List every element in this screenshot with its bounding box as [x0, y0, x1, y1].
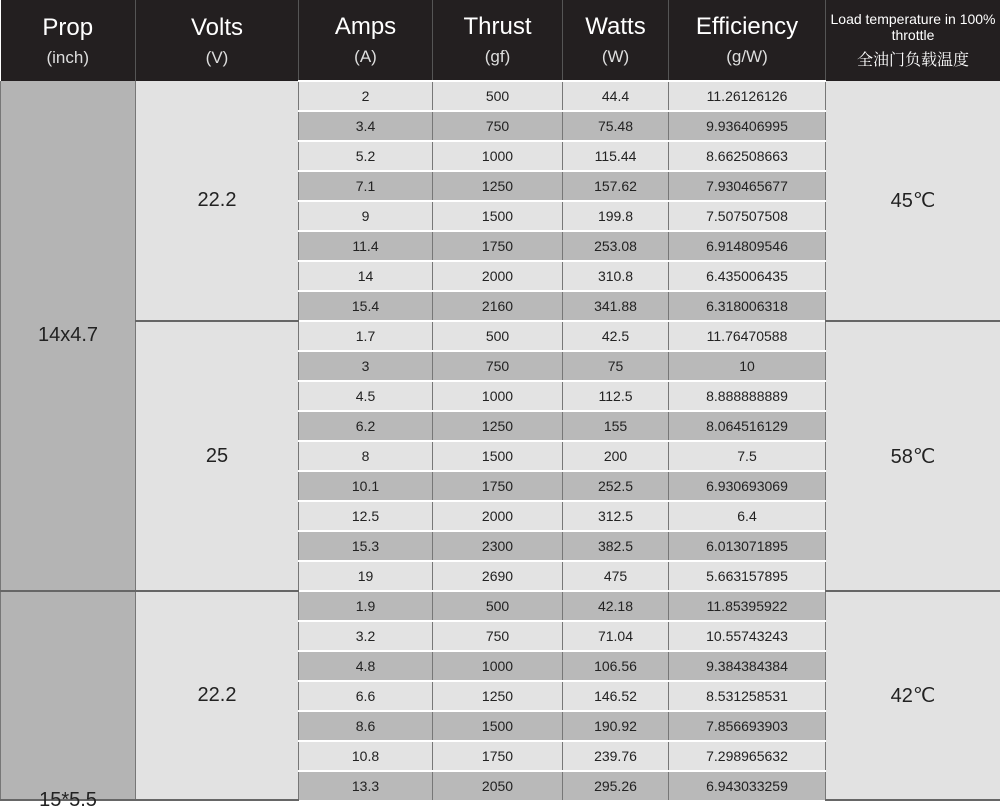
efficiency-cell: 6.318006318 [669, 291, 826, 321]
amps-cell: 4.5 [299, 381, 433, 411]
amps-cell: 13.3 [299, 771, 433, 800]
watts-cell: 75.48 [563, 111, 669, 141]
header-efficiency [669, 0, 826, 81]
efficiency-cell: 11.76470588 [669, 321, 826, 351]
efficiency-cell: 9.936406995 [669, 111, 826, 141]
watts-cell: 382.5 [563, 531, 669, 561]
amps-cell: 11.4 [299, 231, 433, 261]
prop-cell [1, 591, 136, 800]
thrust-cell: 2160 [433, 291, 563, 321]
amps-cell: 1.7 [299, 321, 433, 351]
efficiency-cell: 6.013071895 [669, 531, 826, 561]
volts-cell: 25 [136, 321, 299, 591]
efficiency-cell: 7.930465677 [669, 171, 826, 201]
header-label: Load temperature in 100% throttle [826, 11, 1000, 43]
efficiency-cell: 8.064516129 [669, 411, 826, 441]
header-temperature [826, 0, 1000, 81]
temperature-cell: 45℃ [826, 81, 1000, 321]
header-unit: (V) [136, 48, 298, 68]
amps-cell: 12.5 [299, 501, 433, 531]
volts-cell: 22.2 [136, 591, 299, 800]
temperature-cell: 42℃ [826, 591, 1000, 800]
efficiency-cell: 7.856693903 [669, 711, 826, 741]
header-unit: 全油门负载温度 [826, 47, 1000, 70]
header-prop [1, 0, 136, 81]
efficiency-cell: 10 [669, 351, 826, 381]
efficiency-cell: 7.507507508 [669, 201, 826, 231]
watts-cell: 312.5 [563, 501, 669, 531]
watts-cell: 115.44 [563, 141, 669, 171]
thrust-cell: 1250 [433, 411, 563, 441]
watts-cell: 75 [563, 351, 669, 381]
thrust-cell: 2300 [433, 531, 563, 561]
watts-cell: 310.8 [563, 261, 669, 291]
amps-cell: 8.6 [299, 711, 433, 741]
watts-cell: 475 [563, 561, 669, 591]
amps-cell: 4.8 [299, 651, 433, 681]
watts-cell: 157.62 [563, 171, 669, 201]
thrust-cell: 2000 [433, 261, 563, 291]
watts-cell: 106.56 [563, 651, 669, 681]
watts-cell: 42.5 [563, 321, 669, 351]
watts-cell: 253.08 [563, 231, 669, 261]
watts-cell: 112.5 [563, 381, 669, 411]
header-watts [563, 0, 669, 81]
watts-cell: 239.76 [563, 741, 669, 771]
thrust-cell: 500 [433, 81, 563, 111]
header-label: Amps [299, 13, 432, 41]
header-unit: (gf) [433, 47, 562, 67]
thrust-cell: 1250 [433, 171, 563, 201]
header-unit: (inch) [1, 48, 136, 68]
efficiency-cell: 7.5 [669, 441, 826, 471]
amps-cell: 3.4 [299, 111, 433, 141]
efficiency-cell: 6.943033259 [669, 771, 826, 800]
thrust-cell: 1500 [433, 441, 563, 471]
efficiency-cell: 8.531258531 [669, 681, 826, 711]
thrust-cell: 1000 [433, 381, 563, 411]
header-unit: (g/W) [669, 47, 825, 67]
efficiency-cell: 6.4 [669, 501, 826, 531]
thrust-cell: 1750 [433, 231, 563, 261]
amps-cell: 19 [299, 561, 433, 591]
header-unit: (W) [563, 47, 668, 67]
efficiency-cell: 11.85395922 [669, 591, 826, 621]
amps-cell: 6.2 [299, 411, 433, 441]
efficiency-cell: 8.888888889 [669, 381, 826, 411]
efficiency-cell: 11.26126126 [669, 81, 826, 111]
header-amps [299, 0, 433, 81]
watts-cell: 42.18 [563, 591, 669, 621]
thrust-cell: 750 [433, 111, 563, 141]
watts-cell: 199.8 [563, 201, 669, 231]
efficiency-cell: 10.55743243 [669, 621, 826, 651]
header-label: Thrust [433, 13, 562, 41]
watts-cell: 44.4 [563, 81, 669, 111]
header-unit: (A) [299, 47, 432, 67]
header-label: Volts [136, 14, 298, 42]
header-label: Prop [1, 14, 136, 42]
watts-cell: 341.88 [563, 291, 669, 321]
volts-cell: 22.2 [136, 81, 299, 321]
efficiency-cell: 5.663157895 [669, 561, 826, 591]
thrust-cell: 1750 [433, 741, 563, 771]
amps-cell: 10.1 [299, 471, 433, 501]
amps-cell: 5.2 [299, 141, 433, 171]
watts-cell: 200 [563, 441, 669, 471]
watts-cell: 155 [563, 411, 669, 441]
thrust-cell: 500 [433, 321, 563, 351]
amps-cell: 7.1 [299, 171, 433, 201]
amps-cell: 10.8 [299, 741, 433, 771]
amps-cell: 2 [299, 81, 433, 111]
efficiency-cell: 6.914809546 [669, 231, 826, 261]
watts-cell: 295.26 [563, 771, 669, 800]
thrust-cell: 750 [433, 621, 563, 651]
thrust-cell: 2050 [433, 771, 563, 800]
table-row [1, 591, 1000, 621]
amps-cell: 3 [299, 351, 433, 381]
header-row [1, 0, 1000, 81]
amps-cell: 15.3 [299, 531, 433, 561]
temperature-cell: 58℃ [826, 321, 1000, 591]
thrust-cell: 1750 [433, 471, 563, 501]
efficiency-cell: 9.384384384 [669, 651, 826, 681]
thrust-cell: 500 [433, 591, 563, 621]
thrust-cell: 2690 [433, 561, 563, 591]
table-row [1, 81, 1000, 111]
header-label: Efficiency [669, 13, 825, 41]
thrust-cell: 1250 [433, 681, 563, 711]
amps-cell: 15.4 [299, 291, 433, 321]
prop-label: 15*5.5 [1, 789, 135, 812]
prop-cell: 14x4.7 [1, 81, 136, 591]
header-label: Watts [563, 13, 668, 41]
efficiency-cell: 7.298965632 [669, 741, 826, 771]
efficiency-cell: 6.930693069 [669, 471, 826, 501]
amps-cell: 1.9 [299, 591, 433, 621]
thrust-cell: 1500 [433, 711, 563, 741]
thrust-cell: 1000 [433, 141, 563, 171]
header-thrust [433, 0, 563, 81]
watts-cell: 71.04 [563, 621, 669, 651]
amps-cell: 9 [299, 201, 433, 231]
thrust-cell: 750 [433, 351, 563, 381]
amps-cell: 8 [299, 441, 433, 471]
amps-cell: 3.2 [299, 621, 433, 651]
amps-cell: 14 [299, 261, 433, 291]
table-row [1, 321, 1000, 351]
watts-cell: 146.52 [563, 681, 669, 711]
thrust-cell: 2000 [433, 501, 563, 531]
watts-cell: 190.92 [563, 711, 669, 741]
amps-cell: 6.6 [299, 681, 433, 711]
efficiency-cell: 8.662508663 [669, 141, 826, 171]
header-volts [136, 0, 299, 81]
thrust-cell: 1500 [433, 201, 563, 231]
efficiency-cell: 6.435006435 [669, 261, 826, 291]
watts-cell: 252.5 [563, 471, 669, 501]
thrust-cell: 1000 [433, 651, 563, 681]
